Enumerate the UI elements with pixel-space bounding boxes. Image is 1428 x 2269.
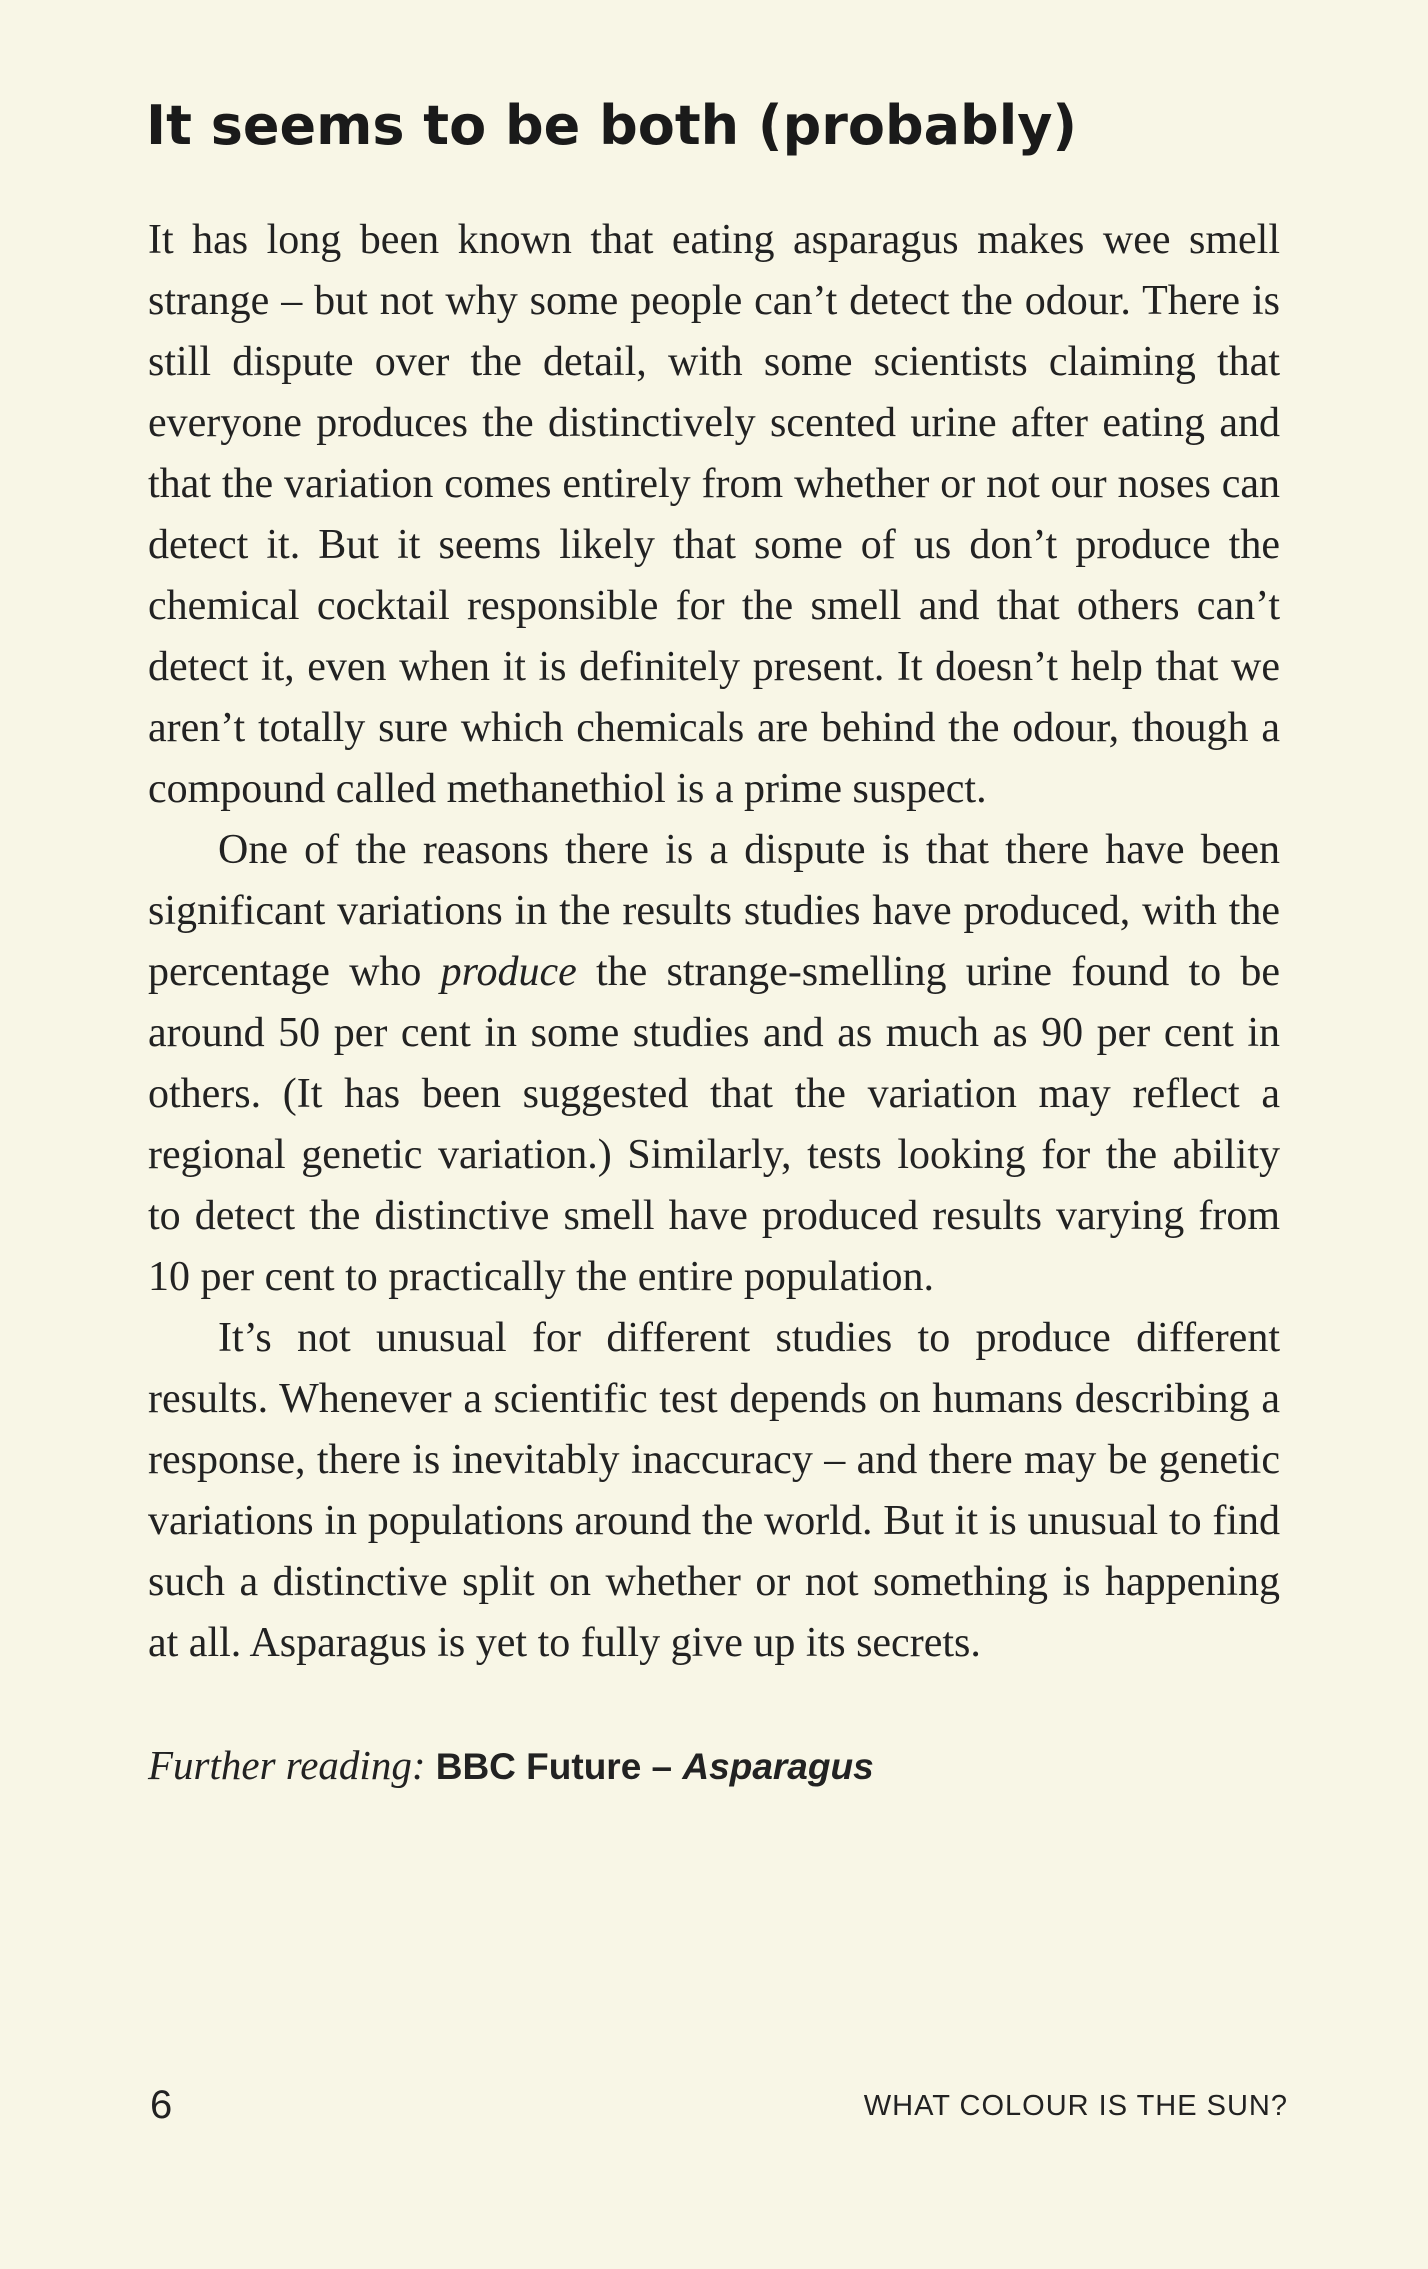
further-reading bbox=[148, 1735, 1280, 1797]
paragraph-2 bbox=[148, 820, 1280, 1308]
paragraph-2-after: the strange-smelling urine found to be around 50 per cent in some studies and as much as 90 per cent in others. (It has been suggested that the variation may reflect a regional genetic variation.) Similarly, tests looking for the ability to detect the distinctive smell have produced results varying from 10 per cent to practically the entire population. bbox=[148, 949, 1280, 1300]
paragraph-2-emphasis: produce bbox=[440, 949, 577, 995]
page-number: 6 bbox=[150, 2083, 173, 2127]
page-content bbox=[148, 88, 1280, 1797]
paragraph-2-before: One of the reasons there is a dispute is that there have been significant variations in the results studies have produced, with the percentage who bbox=[148, 827, 1280, 995]
running-footer-title: WHAT COLOUR IS THE SUN? bbox=[863, 2090, 1288, 2122]
further-reading-title: Asparagus bbox=[682, 1746, 874, 1787]
further-reading-source: BBC Future – bbox=[435, 1746, 683, 1787]
paragraph-3: It’s not unusual for different studies to produce different results. Whenever a scientific test depends on humans describing a response, there is inevitably inaccuracy – and there may be genetic variations in populations around the world. But it is unusual to find such a distinctive split on whether or not something is happening at all. Asparagus is yet to fully give up its secrets. bbox=[148, 1315, 1280, 1666]
section-heading: It seems to be both (probably) bbox=[146, 94, 1078, 157]
further-reading-label: Further reading: bbox=[148, 1742, 436, 1788]
paragraph-1: It has long been known that eating asparagus makes wee smell strange – but not why some people can’t detect the odour. There is still dispute over the detail, with some scientists claiming that everyone produces the distinctively scented urine after eating and that the variation comes entirely from whether or not our noses can detect it. But it seems likely that some of us don’t produce the chemical cocktail responsible for the smell and that others can’t detect it, even when it is definitely present. It doesn’t help that we aren’t totally sure which chemicals are behind the odour, though a compound called methanethiol is a prime suspect. bbox=[148, 217, 1280, 812]
